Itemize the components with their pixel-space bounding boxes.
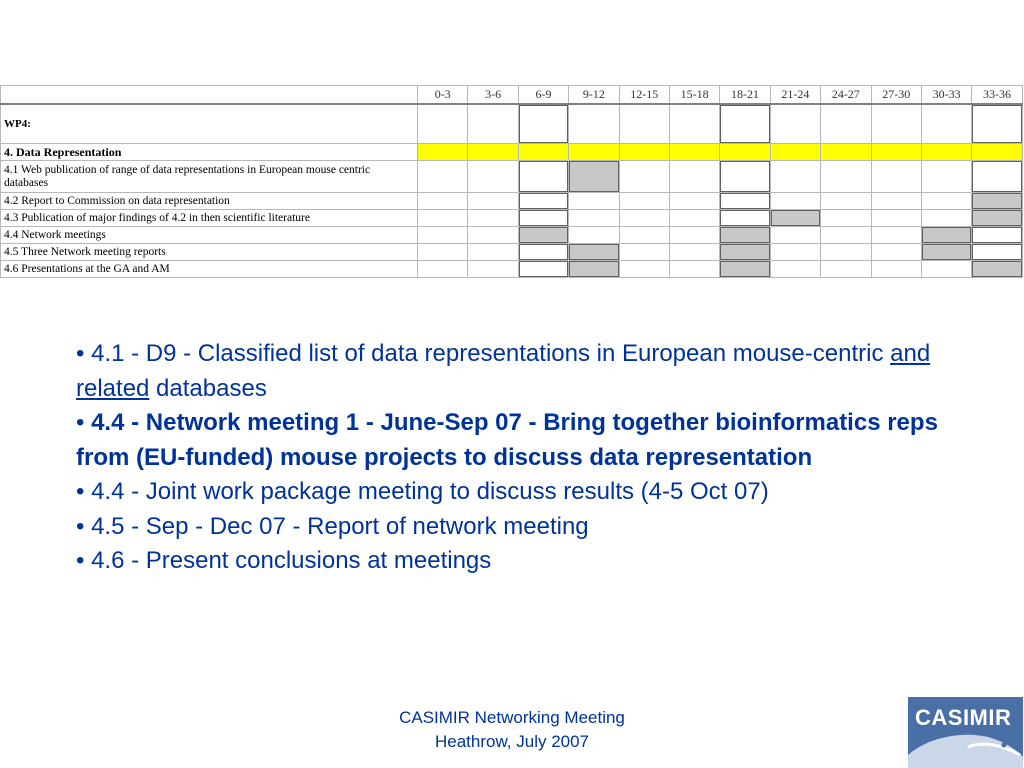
gantt-cell <box>518 261 568 278</box>
gantt-cell <box>518 210 568 227</box>
gantt-cell <box>770 104 820 144</box>
gantt-cell <box>972 244 1022 261</box>
gantt-row-r44 <box>1 227 1023 244</box>
gantt-cell <box>518 161 568 193</box>
period-header: 24-27 <box>821 86 871 105</box>
footer-line-1: CASIMIR Networking Meeting <box>399 708 625 727</box>
gantt-cell <box>871 227 921 244</box>
gantt-cell <box>871 144 921 161</box>
period-header: 0-3 <box>418 86 468 105</box>
gantt-cell <box>468 104 518 144</box>
gantt-row-r45 <box>1 244 1023 261</box>
gantt-cell <box>720 227 770 244</box>
gantt-cell <box>468 227 518 244</box>
period-header: 33-36 <box>972 86 1022 105</box>
gantt-cell <box>619 210 669 227</box>
gantt-cell <box>619 261 669 278</box>
gantt-cell <box>770 244 820 261</box>
gantt-cell <box>921 244 971 261</box>
gantt-cell <box>518 193 568 210</box>
gantt-cell <box>972 161 1022 193</box>
gantt-cell <box>468 193 518 210</box>
gantt-cell <box>669 227 719 244</box>
period-header: 3-6 <box>468 86 518 105</box>
gantt-cell <box>821 193 871 210</box>
gantt-cell <box>619 144 669 161</box>
period-header: 27-30 <box>871 86 921 105</box>
gantt-cell <box>821 104 871 144</box>
gantt-cell <box>720 104 770 144</box>
gantt-cell <box>921 193 971 210</box>
gantt-cell <box>468 261 518 278</box>
gantt-cell <box>669 144 719 161</box>
gantt-cell <box>821 227 871 244</box>
gantt-cell <box>720 261 770 278</box>
gantt-row-r41 <box>1 161 1023 193</box>
gantt-cell <box>418 104 468 144</box>
gantt-cell <box>871 161 921 193</box>
gantt-cell <box>770 193 820 210</box>
gantt-cell <box>669 210 719 227</box>
gantt-cell <box>569 144 619 161</box>
gantt-cell <box>468 161 518 193</box>
bullet-4-6: • 4.6 - Present conclusions at meetings <box>76 547 492 574</box>
gantt-cell <box>669 193 719 210</box>
gantt-cell <box>871 104 921 144</box>
gantt-cell <box>921 210 971 227</box>
gantt-cell <box>821 244 871 261</box>
period-header: 30-33 <box>921 86 971 105</box>
period-header: 12-15 <box>619 86 669 105</box>
gantt-cell <box>921 261 971 278</box>
gantt-cell <box>770 161 820 193</box>
casimir-logo <box>908 697 1023 768</box>
gantt-cell <box>468 210 518 227</box>
footer-line-2: Heathrow, July 2007 <box>434 732 590 751</box>
period-header: 9-12 <box>569 86 619 105</box>
gantt-row-label: WP4: <box>1 104 418 144</box>
gantt-cell <box>569 244 619 261</box>
gantt-cell <box>720 244 770 261</box>
gantt-row-label: 4. Data Representation <box>1 144 418 161</box>
gantt-cell <box>720 161 770 193</box>
gantt-cell <box>871 193 921 210</box>
gantt-header-blank <box>1 86 418 105</box>
gantt-row-label: 4.5 Three Network meeting reports <box>1 244 418 261</box>
bullet-4-4-joint-meeting: • 4.4 - Joint work package meeting to discuss results (4-5 Oct 07) <box>76 478 769 505</box>
gantt-cell <box>821 161 871 193</box>
gantt-cell <box>972 193 1022 210</box>
gantt-cell <box>569 193 619 210</box>
gantt-row-wp <box>1 104 1023 144</box>
gantt-cell <box>821 210 871 227</box>
gantt-cell <box>972 261 1022 278</box>
gantt-cell <box>770 144 820 161</box>
period-header: 21-24 <box>770 86 820 105</box>
gantt-cell <box>518 244 568 261</box>
footer <box>352 706 672 754</box>
period-header: 6-9 <box>518 86 568 105</box>
gantt-header-row <box>1 86 1023 105</box>
gantt-row-r43 <box>1 210 1023 227</box>
gantt-cell <box>669 104 719 144</box>
gantt-cell <box>619 104 669 144</box>
gantt-cell <box>468 144 518 161</box>
bullet-4-4-network-meeting: • 4.4 - Network meeting 1 - June-Sep 07 - Bring together bioinformatics reps from (EU-funded) mouse projects to discuss data representation <box>76 409 938 471</box>
gantt-cell <box>669 261 719 278</box>
gantt-cell <box>770 210 820 227</box>
gantt-cell <box>972 227 1022 244</box>
gantt-cell <box>569 210 619 227</box>
gantt-cell <box>821 261 871 278</box>
gantt-cell <box>619 227 669 244</box>
gantt-cell <box>720 193 770 210</box>
gantt-cell <box>518 144 568 161</box>
gantt-cell <box>418 227 468 244</box>
gantt-row-label: 4.3 Publication of major findings of 4.2 in then scientific literature <box>1 210 418 227</box>
gantt-row-label: 4.4 Network meetings <box>1 227 418 244</box>
logo-text: CASIMIR <box>915 705 1012 730</box>
gantt-row-title <box>1 144 1023 161</box>
gantt-cell <box>972 104 1022 144</box>
gantt-cell <box>720 144 770 161</box>
gantt-cell <box>821 144 871 161</box>
gantt-cell <box>569 261 619 278</box>
bullet-4-1: • 4.1 - D9 - Classified list of data representations in European mouse-centric and related databases <box>76 340 931 402</box>
gantt-row-r46 <box>1 261 1023 278</box>
gantt-row-label: 4.6 Presentations at the GA and AM <box>1 261 418 278</box>
gantt-cell <box>619 193 669 210</box>
gantt-cell <box>569 161 619 193</box>
gantt-table <box>0 85 1022 278</box>
gantt-cell <box>619 244 669 261</box>
gantt-cell <box>921 161 971 193</box>
period-header: 15-18 <box>669 86 719 105</box>
gantt-cell <box>418 244 468 261</box>
gantt-cell <box>418 144 468 161</box>
period-header: 18-21 <box>720 86 770 105</box>
gantt-cell <box>619 161 669 193</box>
bullet-4-5: • 4.5 - Sep - Dec 07 - Report of network meeting <box>76 512 589 540</box>
gantt-row-r42 <box>1 193 1023 210</box>
gantt-row-label: 4.1 Web publication of range of data representations in European mouse centric databases <box>1 161 418 193</box>
gantt-cell <box>569 104 619 144</box>
gantt-cell <box>518 104 568 144</box>
gantt-cell <box>518 227 568 244</box>
gantt-cell <box>418 261 468 278</box>
gantt-cell <box>921 104 971 144</box>
gantt-cell <box>871 261 921 278</box>
gantt-row-label: 4.2 Report to Commission on data representation <box>1 193 418 210</box>
gantt-cell <box>468 244 518 261</box>
and-related-text: and related <box>76 340 931 402</box>
gantt-cell <box>669 161 719 193</box>
gantt-cell <box>569 227 619 244</box>
gantt-cell <box>418 193 468 210</box>
gantt-cell <box>921 144 971 161</box>
gantt-cell <box>972 210 1022 227</box>
gantt-cell <box>669 244 719 261</box>
gantt-cell <box>972 144 1022 161</box>
bullet-list <box>76 337 956 579</box>
gantt-cell <box>720 210 770 227</box>
gantt-cell <box>770 227 820 244</box>
gantt-cell <box>418 161 468 193</box>
gantt-cell <box>418 210 468 227</box>
gantt-cell <box>871 210 921 227</box>
gantt-cell <box>921 227 971 244</box>
gantt-cell <box>770 261 820 278</box>
gantt-cell <box>871 244 921 261</box>
